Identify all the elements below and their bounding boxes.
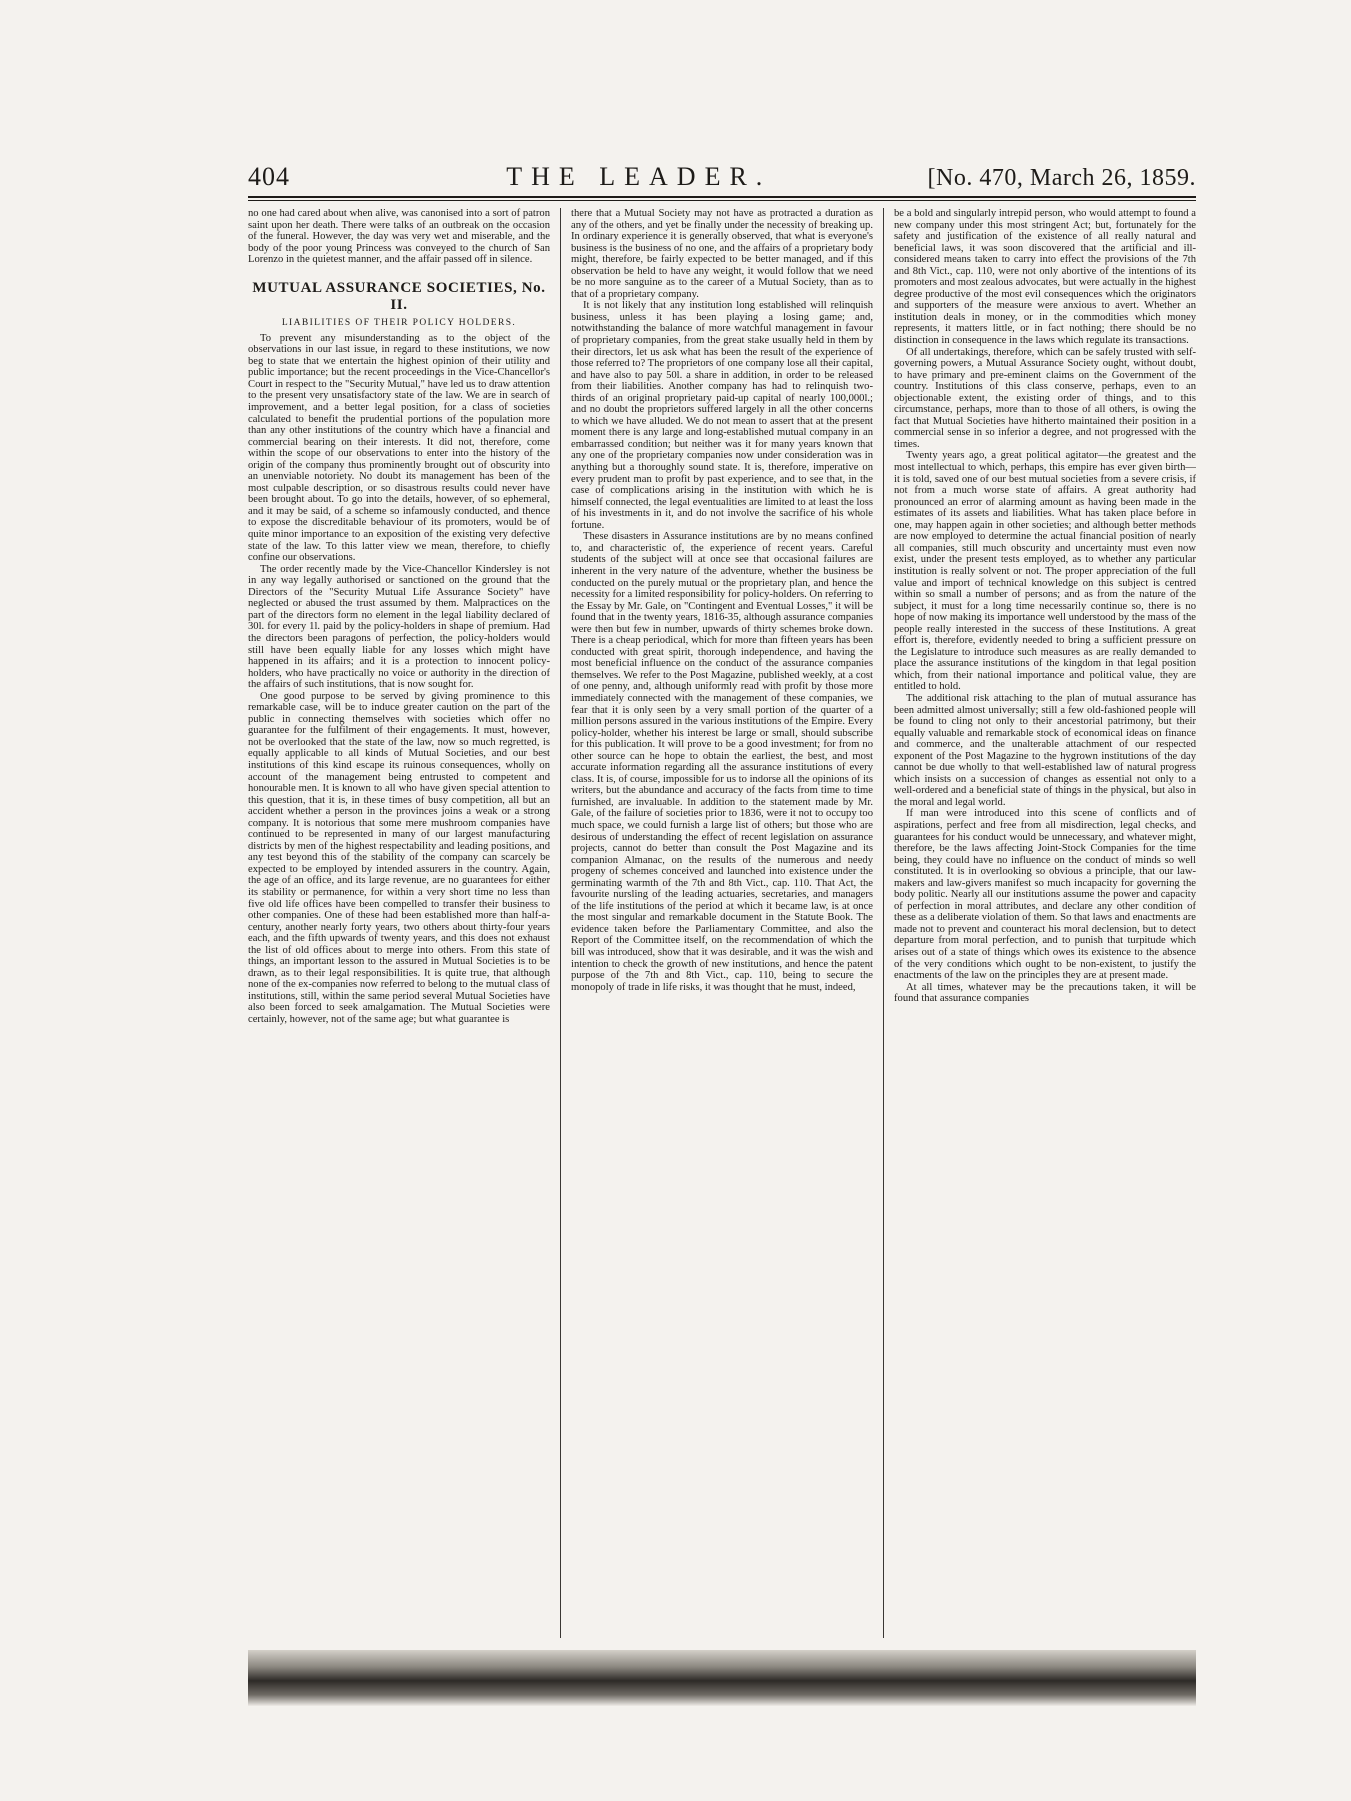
article-title: MUTUAL ASSURANCE SOCIETIES, No. II.	[252, 279, 546, 313]
header-rule-thin	[248, 200, 1196, 201]
paragraph: Of all undertakings, therefore, which can be safely trusted with self-governing powers, a Mutual Assurance Society ought, without doubt, to have primary and pre-eminent claims on the Government of the country. Institutions of this class conserve, perhaps, even to an objectionable extent, the existing order of things, and to this circumstance, perhaps, more than to those of all others, is owing the fact that Mutual Societies have hitherto maintained their position in a commercial sense in so inferior a degree, and not progressed with the times.	[894, 346, 1196, 450]
column-2	[571, 208, 873, 1638]
paragraph: The additional risk attaching to the plan of mutual assurance has been admitted almost universally; still a few old-fashioned people will be found to cling not only to their ancestorial patrimony, but their equally valuable and remarkable stock of economical ideas on finance and commerce, and the unalterable attachment of our respected exponent of the Post Magazine to the hygrown institutions of the day cannot be due wholly to that well-established law of natural progress which insists on a succession of changes as essential not only to a well-ordered and a beneficial state of things in the physical, but also in the moral and legal world.	[894, 692, 1196, 808]
paragraph: there that a Mutual Society may not have as protracted a duration as any of the others, and yet be finally under the necessity of breaking up. In ordinary experience it is generally observed, that what is everyone's business is the business of no one, and the affairs of a proprietary body might, therefore, be fairly expected to be better managed, and if this observation be held to have any weight, it would follow that we need be no more sanguine as to the career of a Mutual Society, than as to that of a proprietary company.	[571, 208, 873, 300]
masthead: THE LEADER.	[506, 162, 772, 191]
paragraph: Twenty years ago, a great political agitator—the greatest and the most intellectual to which, perhaps, this empire has ever given birth—it is told, saved one of our best mutual societies from a severe crisis, if not from a much worse state of affairs. A great authority had pronounced an error of alarming amount as having been made in the estimates of its assets and liabilities. What has taken place before in one, may happen again in other societies; and although better methods are now employed to determine the actual financial position of nearly all companies, still much obscurity and uncertainty must even now exist, under the present tests employed, as to whether any particular institution is really solvent or not. The proper appreciation of the full value and import of technical knowledge on this subject is centred within so small a number of persons; and as from the nature of the subject, it must for a long time necessarily continue so, there is no hope of now making its importance well understood by the mass of the people really interested in the success of these Institutions. A great effort is, therefore, evidently needed to bring a sufficient pressure on the Legislature to introduce such measures as are really demanded to place the assurance institutions of the kingdom in that legal position which, from their national importance and political value, they are entitled to hold.	[894, 450, 1196, 693]
text-columns	[248, 208, 1196, 1638]
paragraph: One good purpose to be served by giving prominence to this remarkable case, will be to induce greater caution on the part of the public in connecting themselves with societies which offer no guarantee for the fulfilment of their engagements. It must, however, not be overlooked that the state of the law, now so much regretted, is equally applicable to all kinds of Mutual Societies, and our best institutions of this kind escape its ruinous consequences, wholly on account of the management being entrusted to competent and honourable men. It is known to all who have given special attention to this question, that it is, in these times of busy competition, all but an accident whether a person in the provinces joins a weak or a strong company. It is notorious that some mere mushroom companies have continued to be represented in many of our largest manufacturing districts by men of the highest respectability and leading positions, and any test beyond this of the stability of the company can scarcely be expected to be employed by intended assurers in the country. Again, the age of an office, and its large revenue, are no guarantees for either its stability or permanence, for within a very short time no less than five old life offices have been compelled to transfer their business to other companies. One of these had been established more than half-a-century, another nearly forty years, two others about thirty-four years each, and the fifth upwards of twenty years, and this does not exhaust the list of old offices about to merge into others. From this state of things, an important lesson to the assured in Mutual Societies is to be drawn, as to their legal responsibilities. It is quite true, that although none of the ex-companies now referred to belong to the mutual class of institutions, still, within the same period several Mutual Societies have also been forced to seek amalgamation. The Mutual Societies were certainly, however, not of the same age; but what guarantee is	[248, 690, 550, 1025]
paragraph: no one had cared about when alive, was canonised into a sort of patron saint upon her death. There were talks of an outbreak on the occasion of the funeral. However, the day was very wet and miserable, and the body of the poor young Princess was conveyed to the church of San Lorenzo in the quietest manner, and the affair passed off in silence.	[248, 208, 550, 266]
paragraph: If man were introduced into this scene of conflicts and of aspirations, perfect and free from all misdirection, legal checks, and guarantees for his conduct would be unnecessary, and whatever might, therefore, be the laws affecting Joint-Stock Companies for the time being, they could have no influence on the conduct of minds so well constituted. It is in overlooking so obvious a principle, that our law-makers and law-givers manifest so much incapacity for governing the body politic. Nearly all our institutions assume the power and capacity of perfection in moral attributes, and declare any other condition of these as a deliberate violation of them. So that laws and enactments are made not to prevent and counteract his moral declension, but to detect departure from moral perfection, and to punish that turpitude which arises out of a state of things which owes its existence to the absence of the very conditions which ought to be non-existent, to justify the enactments of the law on the principles they are at present made.	[894, 808, 1196, 982]
paragraph: be a bold and singularly intrepid person, who would attempt to found a new company under this most stringent Act; but, fortunately for the safety and justification of the existence of all really natural and beneficial laws, it was soon discovered that the artificial and ill-considered means taken to carry into effect the provisions of the 7th and 8th Vict., cap. 110, were not only abortive of the intentions of its promoters and most zealous advocates, but were actually in the highest degree productive of the most evil consequences which the originators and supporters of the measure were anxious to avert. Whether an institution deals in money, or in the commodities which money represents, it matters little, or in fact nothing; there should be no distinction in consequence in the laws which regulate its transactions.	[894, 208, 1196, 347]
paragraph: These disasters in Assurance institutions are by no means confined to, and characteristic of, the experience of recent years. Careful students of the subject will at once see that occasional failures are inherent in the very nature of the adventure, whether the business be conducted on the purely mutual or the proprietary plan, and hence the necessity for a limited responsibility for policy-holders. On referring to the Essay by Mr. Gale, on "Contingent and Eventual Losses," it will be found that in the twenty years, 1816-35, although assurance companies were then but few in number, upwards of thirty schemes broke down. There is a cheap periodical, which for more than fifteen years has been conducted with great spirit, thorough independence, and having the most beneficial influence on the conduct of the assurance companies themselves. We refer to the Post Magazine, published weekly, at a cost of one penny, and, although uniformly read with profit by those more immediately connected with the management of these companies, we fear that it is only seen by a very small portion of the quarter of a million persons assured in the various institutions of the Empire. Every policy-holder, whether his interest be large or small, should subscribe for this publication. It will prove to be a good investment; for from no other source can he hope to obtain the earliest, the best, and most accurate information regarding all the assurance institutions of every class. It is, of course, impossible for us to indorse all the opinions of its writers, but the abundance and accuracy of the facts from time to time furnished, are invaluable. In addition to the statement made by Mr. Gale, of the failure of societies prior to 1836, were it not to occupy too much space, we could furnish a large list of others; but those who are desirous of understanding the effect of recent legislation on assurance projects, cannot do better than consult the Post Magazine and its companion Almanac, on the results of the numerous and needy progeny of schemes conceived and launched into existence under the germinating warmth of the 7th and 8th Vict., cap. 110. That Act, the favourite nursling of the leading actuaries, secretaries, and managers of the life institutions of the period at which it became law, is at once the most singular and remarkable document in the Statute Book. The evidence taken before the Parliamentary Committee, and also the Report of the Committee itself, on the recommendation of which the bill was introduced, show that it was desirable, and it was the wish and intention to check the growth of new institutions, and hence the patent purpose of the 7th and 8th Vict., cap. 110, being to secure the monopoly of trade in life risks, it was thought that he must, indeed,	[571, 531, 873, 993]
newspaper-page	[248, 150, 1196, 1650]
scan-edge-shadow	[248, 1650, 1196, 1706]
issue-line: [No. 470, March 26, 1859.	[927, 165, 1196, 191]
column-divider	[560, 208, 561, 1638]
column-divider	[883, 208, 884, 1638]
paragraph: It is not likely that any institution long established will relinquish business, unless it has been playing a losing game; and, notwithstanding the balance of more watchful management in favour of proprietary companies, from the great stake usually held in them by their directors, let us ask what has been the result of the experience of those referred to? The proprietors of one company lose all their capital, and have also to pay 50l. a share in addition, in order to be released from their liabilities. Another company has had to relinquish two-thirds of an original proprietary paid-up capital of nearly 100,000l.; and no doubt the proprietors suffered largely in all the other concerns to which we have alluded. We do not mean to assert that at the present moment there is any large and long-established mutual company in an embarrassed condition; but neither was it for many years known that any one of the proprietary companies now under consideration was in anything but a thoroughly sound state. It is, therefore, imperative on every prudent man to profit by past experience, and to see that, in the case of complications arising in the institution with which he is himself connected, the legal eventualities are limited to at least the loss of his investments in it, and do not involve the sacrifice of his whole fortune.	[571, 300, 873, 531]
page-header	[248, 150, 1196, 192]
column-1	[248, 208, 550, 1638]
header-rule-thick	[248, 196, 1196, 198]
page-number: 404	[248, 162, 290, 191]
column-3	[894, 208, 1196, 1638]
paragraph: To prevent any misunderstanding as to the object of the observations in our last issue, in regard to these institutions, we now beg to state that we entertain the highest opinion of their utility and public importance; but the recent proceedings in the Vice-Chancellor's Court in respect to the "Security Mutual," have led us to draw attention to the present very unsatisfactory state of the law. We are in search of improvement, and a better legal position, for a class of societies calculated to benefit the prudential portions of the population more than any other institutions of the country which have a financial and commercial bearing on their interests. It did not, therefore, come within the scope of our observations to enter into the history of the origin of the company thus prominently brought out of obscurity into an unenviable notoriety. No doubt its management has been of the most culpable description, or so disastrous results could never have been brought about. To go into the details, however, of so ephemeral, and it may be said, of a scheme so infamously conducted, and thence to expose the discreditable behaviour of its promoters, would be of quite minor importance to an exposition of the existing very defective state of the law. To this latter view we mean, therefore, to chiefly confine our observations.	[248, 332, 550, 564]
paragraph: The order recently made by the Vice-Chancellor Kindersley is not in any way legally authorised or sanctioned on the ground that the Directors of the "Security Mutual Life Assurance Society" have neglected or abused the trust assumed by them. Malpractices on the part of the directors form no element in the legal liability declared of 30l. for every 1l. paid by the policy-holders in shape of premium. Had the directors been paragons of perfection, the policy-holders would still have been equally liable for any losses which might have happened in its affairs; and it is a protection to innocent policy-holders, who have practically no voice or authority in the direction of the affairs of such institutions, that is now sought for.	[248, 563, 550, 691]
article-subtitle: LIABILITIES OF THEIR POLICY HOLDERS.	[281, 317, 517, 328]
paragraph: At all times, whatever may be the precautions taken, it will be found that assurance companies	[894, 981, 1196, 1005]
